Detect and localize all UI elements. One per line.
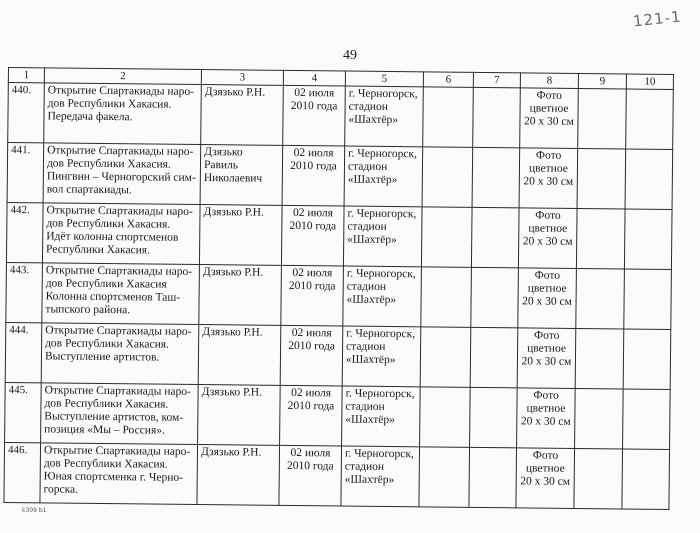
format-cell-line: 20 х 30 см: [524, 115, 574, 128]
row-number-cell: 440.: [8, 83, 45, 143]
title-cell-line: Пингвин – Черногорский сим-: [46, 170, 196, 184]
format-cell-line: цветное: [526, 402, 566, 415]
author-cell-line: Дзязько Р.Н.: [202, 326, 263, 339]
place-cell: [343, 266, 422, 327]
column-header: 1: [8, 68, 44, 83]
title-cell-line: Открытие Спартакиады наро-: [45, 264, 193, 278]
format-cell-line: Фото: [533, 389, 559, 402]
empty-cell-9: [576, 268, 625, 328]
date-cell-line: 02 июля: [294, 86, 335, 100]
format-cell-line: цветное: [527, 342, 567, 355]
title-cell: [40, 443, 198, 505]
place-cell-line: «Шахтёр»: [347, 233, 397, 247]
place-cell-line: стадион: [346, 340, 386, 353]
place-cell-line: г. Черногорск,: [348, 87, 418, 101]
format-cell-line: Фото: [535, 209, 561, 222]
place-cell: [345, 86, 424, 147]
date-cell-line: 2010 года: [290, 99, 338, 113]
author-cell: [198, 385, 281, 446]
empty-cell-7: [471, 207, 519, 267]
date-cell-line: 2010 года: [290, 159, 337, 173]
title-cell-line: Колонна спортсменов Таш-: [45, 290, 181, 304]
date-cell-line: 02 июля: [292, 206, 333, 220]
author-cell-line: Дзязько Р.Н.: [200, 446, 262, 459]
place-cell: [344, 146, 423, 207]
place-cell: [343, 206, 422, 267]
table-row: [7, 143, 673, 210]
column-header: 6: [423, 72, 473, 88]
format-cell-line: Фото: [536, 89, 562, 102]
empty-cell-10: [624, 269, 672, 329]
place-cell-line: «Шахтёр»: [346, 293, 397, 307]
table-row: [6, 262, 672, 329]
title-cell-line: дов Республики Хакасия.: [47, 97, 172, 111]
place-cell-line: «Шахтёр»: [345, 413, 395, 427]
empty-cell-9: [574, 448, 623, 508]
title-cell-line: Идёт колонна спортсменов: [46, 230, 179, 244]
format-cell-line: Фото: [533, 329, 560, 342]
author-cell-line: Дзязько Р.Н.: [203, 206, 264, 219]
date-cell: [280, 325, 343, 386]
title-cell-line: дов Республики Хакасия.: [43, 457, 168, 471]
empty-cell-9: [577, 148, 626, 208]
author-cell-line: Дзязько: [204, 146, 243, 159]
footer-code: k309 b1: [22, 507, 47, 514]
author-cell-line: Дзязько Р.Н.: [202, 266, 264, 279]
format-cell: [517, 388, 576, 449]
place-cell-line: г. Черногорск,: [347, 207, 417, 221]
date-cell-line: 2010 года: [288, 339, 335, 353]
empty-cell-10: [624, 209, 672, 269]
date-cell: [283, 85, 346, 146]
format-cell-line: 20 х 30 см: [523, 175, 574, 188]
column-header: 4: [283, 70, 345, 86]
column-header: 5: [345, 71, 423, 87]
empty-cell-7: [469, 447, 517, 507]
author-cell: [200, 145, 283, 206]
title-cell-line: Открытие Спартакиады наро-: [47, 84, 195, 98]
title-cell: [44, 83, 202, 145]
author-cell: [198, 325, 281, 386]
column-header: 3: [201, 70, 283, 86]
format-cell-line: Фото: [532, 449, 559, 462]
date-cell-line: 02 июля: [291, 326, 332, 340]
title-cell: [41, 323, 199, 385]
date-cell-line: 02 июля: [292, 266, 333, 280]
place-cell-line: г. Черногорск,: [344, 447, 414, 461]
table-row: [5, 382, 671, 449]
format-cell-line: 20 х 30 см: [520, 415, 571, 428]
place-cell-line: «Шахтёр»: [345, 353, 396, 367]
table-row: [4, 442, 670, 509]
row-number-cell: 445.: [5, 382, 42, 442]
empty-cell-6: [421, 207, 472, 268]
format-cell: [518, 208, 577, 269]
row-number-cell: 444.: [5, 322, 42, 382]
empty-cell-7: [473, 87, 521, 147]
empty-cell-7: [472, 147, 520, 207]
row-number-cell: 442.: [6, 202, 43, 262]
place-cell-line: г. Черногорск,: [345, 387, 415, 401]
table-row: [8, 83, 674, 150]
place-cell-line: стадион: [345, 400, 385, 413]
title-cell-line: Открытие Спартакиады наро-: [46, 204, 193, 218]
place-cell-line: стадион: [346, 280, 387, 293]
date-cell-line: 2010 года: [286, 459, 334, 473]
date-cell: [281, 265, 344, 326]
empty-cell-7: [470, 327, 518, 387]
place-cell-line: стадион: [347, 220, 387, 233]
column-header: 9: [578, 73, 626, 89]
format-cell-line: цветное: [528, 222, 568, 235]
format-cell: [520, 88, 579, 149]
row-number-cell: 443.: [6, 262, 43, 322]
title-cell-line: дов Республики Хакасия.: [46, 217, 171, 231]
column-header: 7: [473, 72, 520, 87]
empty-cell-6: [420, 327, 471, 388]
format-cell-line: цветное: [527, 282, 567, 295]
format-cell-line: 20 х 30 см: [521, 355, 572, 368]
author-cell-line: Николаевич: [203, 172, 263, 185]
title-cell-line: Юная спортсменка г. Черно-: [43, 470, 184, 484]
format-cell-line: 20 х 30 см: [522, 235, 573, 248]
column-header: 8: [520, 73, 578, 89]
format-cell-line: Фото: [535, 149, 562, 162]
empty-cell-10: [626, 89, 674, 149]
empty-cell-6: [422, 147, 473, 208]
empty-cell-7: [470, 387, 518, 447]
empty-cell-6: [423, 87, 474, 148]
column-header: 10: [626, 74, 673, 89]
format-cell: [516, 448, 575, 509]
format-cell-line: Фото: [534, 269, 561, 282]
title-cell: [42, 263, 200, 325]
page-number: 49: [343, 48, 357, 63]
date-cell-line: 02 июля: [290, 446, 331, 460]
date-cell-line: 2010 года: [288, 279, 336, 293]
format-cell-line: 20 х 30 см: [520, 475, 571, 488]
table-row: [6, 202, 672, 269]
title-cell-line: дов Республики Хакасия: [45, 277, 167, 291]
title-cell: [41, 383, 199, 445]
place-cell-line: г. Черногорск,: [348, 147, 418, 161]
format-cell: [518, 268, 577, 329]
author-cell: [201, 85, 284, 146]
register-table: [3, 67, 674, 510]
place-cell-line: стадион: [344, 460, 385, 473]
author-cell-line: Дзязько Р.Н.: [204, 86, 266, 99]
author-cell: [199, 205, 282, 266]
empty-cell-6: [421, 267, 472, 328]
date-cell: [281, 205, 344, 266]
date-cell-line: 2010 года: [289, 219, 337, 233]
empty-cell-9: [575, 328, 624, 388]
empty-cell-7: [471, 267, 519, 327]
place-cell-line: «Шахтёр»: [347, 173, 398, 187]
empty-cell-9: [576, 208, 625, 268]
empty-cell-9: [578, 88, 627, 148]
empty-cell-10: [623, 389, 671, 449]
place-cell-line: стадион: [348, 100, 388, 113]
format-cell-line: цветное: [525, 462, 565, 475]
row-number-cell: 446.: [4, 442, 41, 502]
title-cell-line: позиция «Мы – Россия».: [44, 423, 165, 437]
title-cell-line: Выступление артистов, ком-: [44, 410, 184, 424]
format-cell: [517, 328, 576, 389]
place-cell: [342, 326, 421, 387]
author-cell: [199, 265, 282, 326]
title-cell-line: Открытие Спартакиады наро-: [44, 384, 191, 398]
place-cell-line: г. Черногорск,: [346, 327, 416, 341]
table-row: [5, 322, 671, 389]
empty-cell-10: [623, 329, 671, 389]
empty-cell-9: [575, 388, 624, 448]
date-cell-line: 02 июля: [291, 386, 332, 400]
place-cell-line: стадион: [347, 160, 388, 173]
empty-cell-6: [419, 447, 470, 508]
title-cell-line: Открытие Спартакиады наро-: [43, 444, 191, 458]
author-cell-line: Равиль: [203, 159, 239, 172]
handwritten-note: 121-1: [632, 7, 683, 31]
title-cell-line: дов Республики Хакасия.: [45, 337, 169, 351]
place-cell: [342, 386, 421, 447]
format-cell-line: цветное: [528, 162, 568, 175]
title-cell-line: Передача факела.: [47, 110, 133, 124]
empty-cell-10: [622, 449, 670, 509]
author-cell: [197, 445, 280, 506]
empty-cell-10: [625, 149, 673, 209]
title-cell-line: Открытие Спартакиады наро-: [45, 324, 192, 338]
title-cell: [43, 143, 201, 205]
title-cell-line: дов Республики Хакасия.: [44, 397, 169, 411]
place-cell-line: г. Черногорск,: [346, 267, 416, 281]
format-cell: [519, 148, 578, 209]
title-cell-line: горска.: [43, 483, 79, 496]
date-cell: [280, 385, 343, 446]
date-cell: [282, 145, 345, 206]
date-cell-line: 02 июля: [293, 146, 334, 160]
empty-cell-6: [420, 387, 471, 448]
title-cell-line: тыпского района.: [45, 303, 131, 317]
register-sheet: [3, 67, 675, 510]
author-cell-line: Дзязько Р.Н.: [201, 386, 263, 399]
title-cell-line: дов Республики Хакасия.: [46, 157, 171, 171]
place-cell: [341, 446, 420, 507]
date-cell-line: 2010 года: [287, 399, 335, 413]
date-cell: [279, 445, 342, 506]
format-cell-line: 20 х 30 см: [522, 295, 573, 308]
title-cell: [42, 203, 200, 265]
column-header: 2: [44, 68, 201, 85]
row-number-cell: 441.: [7, 143, 44, 203]
title-cell-line: вол спартакиады.: [46, 183, 132, 197]
title-cell-line: Выступление артистов.: [44, 350, 160, 364]
title-cell-line: Республики Хакасия.: [46, 243, 151, 257]
format-cell-line: цветное: [529, 102, 569, 115]
place-cell-line: «Шахтёр»: [344, 473, 395, 487]
title-cell-line: Открытие Спартакиады наро-: [47, 144, 194, 158]
place-cell-line: «Шахтёр»: [348, 113, 399, 127]
